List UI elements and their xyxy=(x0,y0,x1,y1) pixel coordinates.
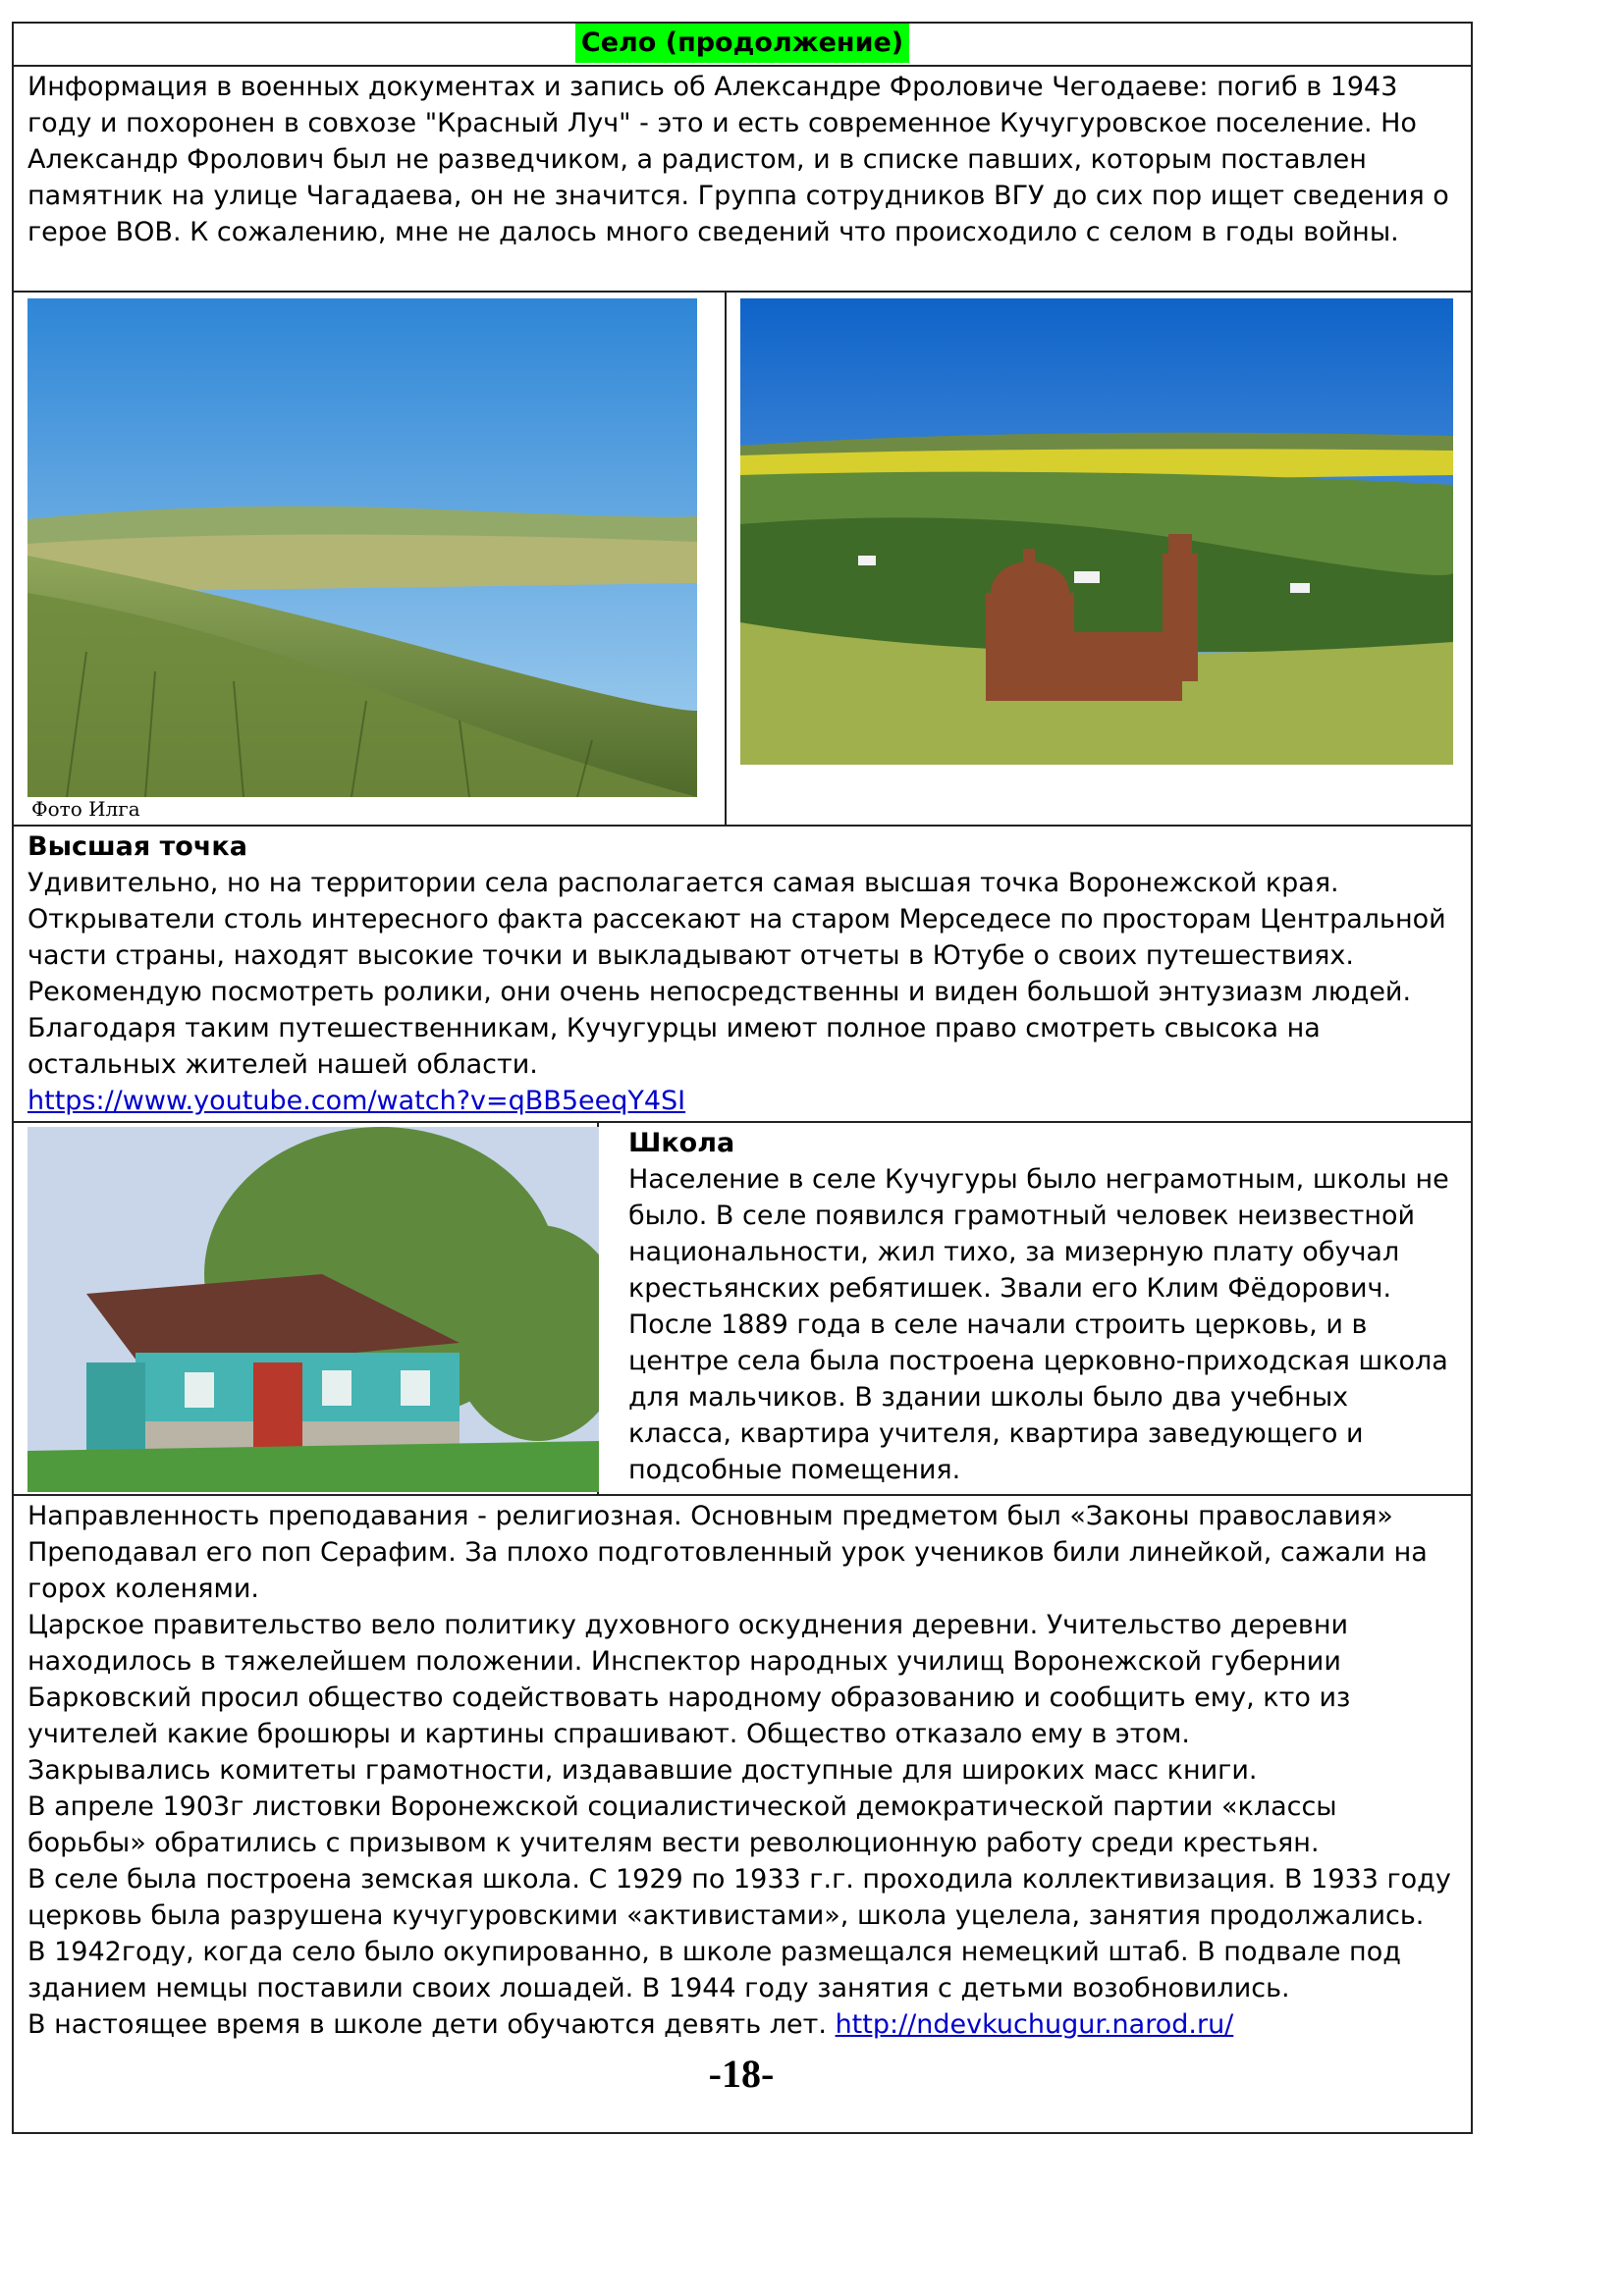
history-paragraph: Закрывались комитеты грамотности, издававшие доступные для широких масс книги. xyxy=(27,1755,1258,1786)
school-text: Население в селе Кучугуры было неграмотным, школы не было. В селе появился грамотный человек неизвестной национальности, жил тихо, за мизерную плату обучал крестьянских ребятишек. Звали его Клим Фёдорович. После 1889 года в селе начали строить церковь, и в центре села была построена церковно-приходская школа для мальчиков. В здании школы было два учебных класса, квартира учителя, квартира заведующего и подсобные помещения. xyxy=(628,1164,1449,1485)
history-paragraph: В апреле 1903г листовки Воронежской социалистической демократической партии «классы борьбы» обратились с призывом к учителям вести революционную работу среди крестьян. xyxy=(27,1791,1337,1858)
church-photo xyxy=(740,298,1453,765)
page-title: Село (продолжение) xyxy=(575,24,909,63)
field-photo xyxy=(27,298,697,797)
highest-point-cell xyxy=(13,826,1472,1122)
field-photo-cell xyxy=(13,292,726,826)
school-photo-cell xyxy=(13,1122,598,1495)
youtube-link[interactable]: https://www.youtube.com/watch?v=qBB5eeqY4SI xyxy=(27,1086,686,1116)
history-paragraph: Царское правительство вело политику духовного оскуднения деревни. Учительство деревни находилось в тяжелейшем положении. Инспектор народных училищ Воронежской губернии Барковский просил общество содействовать народному образованию и сообщить ему, кто из учителей какие брошюры и картины спрашивают. Общество отказало ему в этом. xyxy=(27,1610,1351,1749)
school-text-cell xyxy=(598,1122,1472,1495)
church-photo-cell xyxy=(726,292,1472,826)
highest-point-text: Удивительно, но на территории села располагается самая высшая точка Воронежской края. Открыватели столь интересного факта рассекают на старом Мерседесе по просторам Центральной части страны, находят высокие точки и выкладывают отчеты в Ютубе о своих путешествиях. Рекомендую посмотреть ролики, они очень непосредственны и виден большой энтузиазм людей. Благодаря таким путешественникам, Кучугурцы имеют полное право смотреть свысока на остальных жителей нашей области. xyxy=(27,868,1446,1080)
content-table xyxy=(12,22,1473,2134)
page-sheet xyxy=(12,22,1471,2134)
history-final-text: В настоящее время в школе дети обучаются девять лет. xyxy=(27,2009,827,2040)
highest-point-heading: Высшая точка xyxy=(27,831,247,862)
school-site-link[interactable]: http://ndevkuchugur.narod.ru/ xyxy=(835,2009,1234,2040)
history-paragraph: В селе была построена земская школа. С 1929 по 1933 г.г. проходила коллективизация. В 1933 году церковь была разрушена кучугуровскими «активистами», школа уцелела, занятия продолжались. xyxy=(27,1864,1451,1931)
photo-caption: Фото Илга xyxy=(31,797,140,821)
history-paragraph: Направленность преподавания - религиозная. Основным предметом был «Законы православия» Преподавал его поп Серафим. За плохо подготовленный урок учеников били линейкой, сажали на горох коленями. xyxy=(27,1501,1428,1604)
history-cell xyxy=(13,1495,1472,2133)
school-heading: Школа xyxy=(628,1128,735,1158)
header-cell xyxy=(13,23,1472,66)
intro-text: Информация в военных документах и запись об Александре Фроловиче Чегодаеве: погиб в 1943 году и похоронен в совхозе "Красный Луч" - это и есть современное Кучугуровское поселение. Но Александр Фролович был не разведчиком, а радистом, и в списке павших, которым поставлен памятник на улице Чагадаева, он не значится. Группа сотрудников ВГУ до сих пор ищет сведения о герое ВОВ. К сожалению, мне не далось много сведений что происходило с селом в годы войны. xyxy=(27,72,1449,247)
history-paragraph: В 1942году, когда село было окупированно, в школе размещался немецкий штаб. В подвале под зданием немцы поставили своих лошадей. В 1944 году занятия с детьми возобновились. xyxy=(27,1937,1401,2003)
page-number: -18- xyxy=(708,2052,775,2096)
history-final-line xyxy=(27,2006,1457,2043)
school-photo xyxy=(27,1127,599,1492)
intro-cell xyxy=(13,66,1472,292)
